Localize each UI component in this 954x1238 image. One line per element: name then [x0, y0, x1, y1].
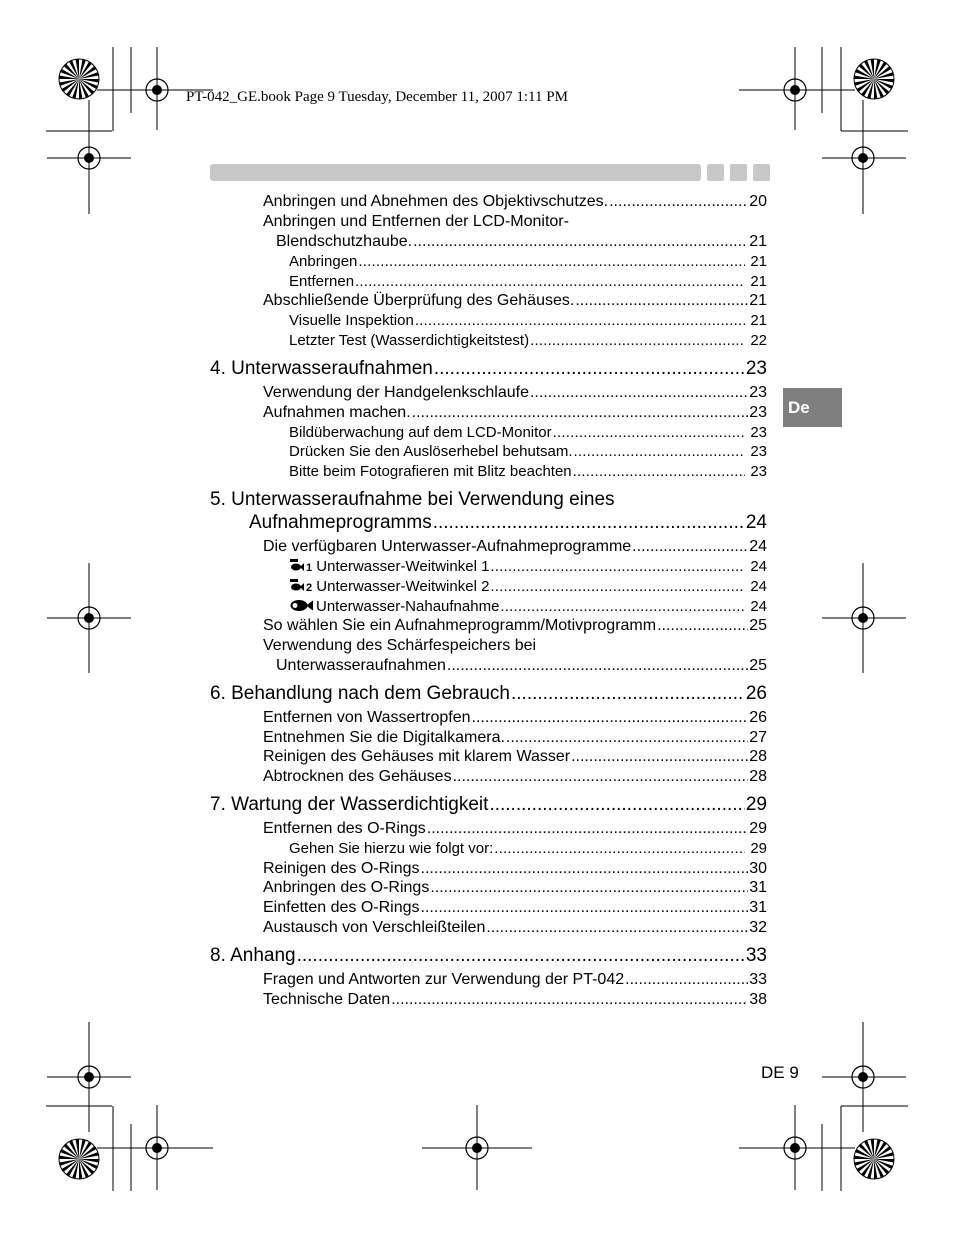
toc-subentry[interactable]: 2 Unterwasser-Weitwinkel 2 ..... 24: [290, 578, 767, 596]
toc-entry[interactable]: Aufnahmen machen. ..... 23: [263, 404, 767, 422]
toc-subentry[interactable]: Anbringen ..... 21: [289, 253, 767, 270]
toc-entry[interactable]: Entfernen des O-Rings ..... 29: [263, 820, 767, 838]
toc-chapter[interactable]: 4. Unterwasseraufnahmen ..... 23: [210, 358, 767, 380]
toc-entry[interactable]: Abtrocknen des Gehäuses ..... 28: [263, 768, 767, 786]
underwater-wide-icon: [290, 579, 304, 596]
toc-chapter[interactable]: Aufnahmeprogramms ..... 24: [249, 512, 767, 534]
page-number: DE 9: [761, 1063, 799, 1082]
toc-chapter[interactable]: 7. Wartung der Wasserdichtigkeit ..... 29: [210, 794, 767, 816]
underwater-macro-icon: [290, 599, 314, 616]
toc-subentry[interactable]: 1 Unterwasser-Weitwinkel 1 ..... 24: [290, 558, 767, 576]
toc-entry[interactable]: Fragen und Antworten zur Verwendung der PT-042 ..... 33: [263, 971, 767, 989]
toc-entry[interactable]: Die verfügbaren Unterwasser-Aufnahmeprogramme ..... 24: [263, 538, 767, 556]
toc-entry[interactable]: Verwendung der Handgelenkschlaufe ..... 23: [263, 384, 767, 402]
toc-subentry[interactable]: Bitte beim Fotografieren mit Blitz beachten ..... 23: [289, 463, 767, 480]
toc-entry-line[interactable]: Anbringen und Entfernen der LCD-Monitor-: [263, 213, 569, 230]
toc-entry[interactable]: Reinigen des O-Rings ..... 30: [263, 860, 767, 878]
toc-entry[interactable]: Austausch von Verschleißteilen ..... 32: [263, 919, 767, 937]
toc-entry[interactable]: Technische Daten ..... 38: [263, 991, 767, 1009]
toc-subentry[interactable]: Gehen Sie hierzu wie folgt vor: ..... 29: [289, 840, 767, 857]
toc-chapter[interactable]: 6. Behandlung nach dem Gebrauch ..... 26: [210, 683, 767, 705]
underwater-wide-icon: [290, 559, 304, 576]
toc-entry[interactable]: Entfernen von Wassertropfen ..... 26: [263, 709, 767, 727]
toc-entry[interactable]: So wählen Sie ein Aufnahmeprogramm/Motivprogramm ..... 25: [263, 617, 767, 635]
toc-entry[interactable]: Reinigen des Gehäuses mit klarem Wasser ..... 28: [263, 748, 767, 766]
toc-subentry[interactable]: Visuelle Inspektion ..... 21: [289, 312, 767, 329]
toc-entry[interactable]: Anbringen und Abnehmen des Objektivschutzes. ..... 20: [263, 193, 767, 211]
toc-entry[interactable]: Einfetten des O-Rings ..... 31: [263, 899, 767, 917]
toc-entry[interactable]: Blendschutzhaube. ..... 21: [276, 233, 767, 251]
toc-entry[interactable]: Unterwasseraufnahmen ..... 25: [276, 657, 767, 675]
toc-subentry[interactable]: Bildüberwachung auf dem LCD-Monitor ..... 23: [289, 424, 767, 441]
toc-entry-line[interactable]: Verwendung des Schärfespeichers bei: [263, 637, 537, 654]
language-tab: De: [783, 388, 842, 427]
toc-chapter-line[interactable]: 5. Unterwasseraufnahme bei Verwendung eines: [210, 489, 615, 510]
toc-subentry[interactable]: Letzter Test (Wasserdichtigkeitstest) ..... 22: [289, 332, 767, 349]
toc-subentry[interactable]: Entfernen ..... 21: [289, 273, 767, 290]
toc-entry[interactable]: Anbringen des O-Rings ..... 31: [263, 879, 767, 897]
toc-chapter[interactable]: 8. Anhang ..... 33: [210, 945, 767, 967]
toc-entry[interactable]: Abschließende Überprüfung des Gehäuses. ..... 21: [263, 292, 767, 310]
book-header-line: PT-042_GE.book Page 9 Tuesday, December 11, 2007 1:11 PM: [186, 89, 568, 105]
toc-subentry[interactable]: Unterwasser-Nahaufnahme ..... 24: [290, 598, 767, 616]
toc-subentry[interactable]: Drücken Sie den Auslöserhebel behutsam. ..... 23: [289, 443, 767, 460]
toc-entry[interactable]: Entnehmen Sie die Digitalkamera. ..... 27: [263, 729, 767, 747]
